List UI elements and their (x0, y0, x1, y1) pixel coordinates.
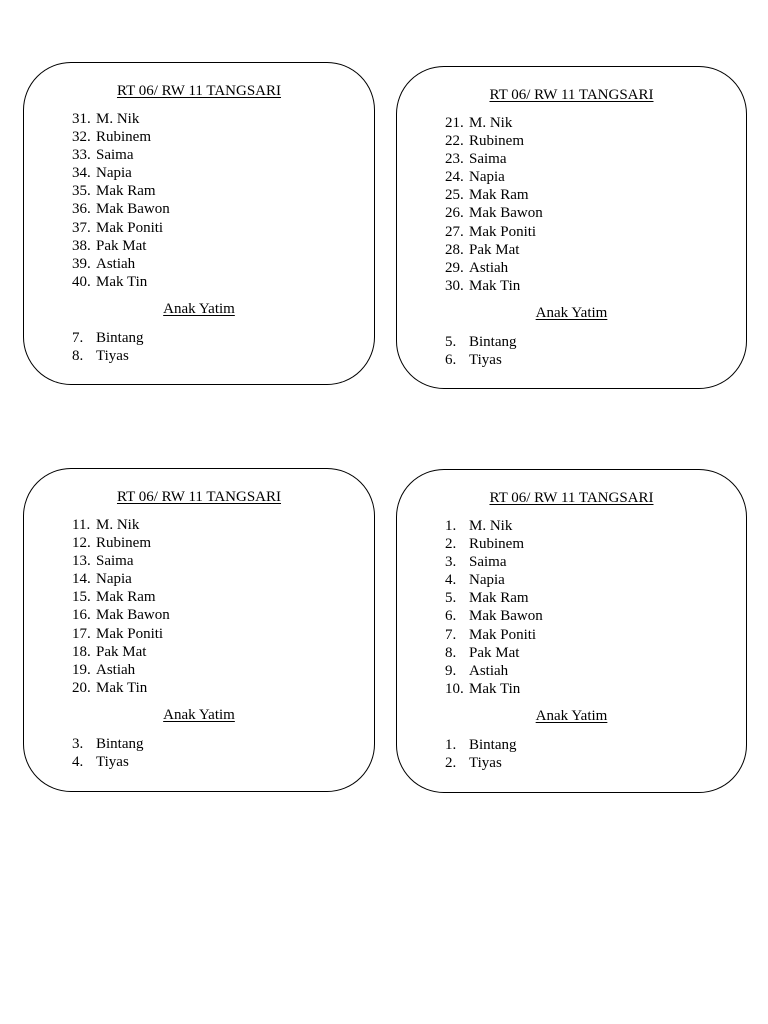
orphans-list (445, 736, 517, 772)
orphans-heading: Anak Yatim (163, 301, 235, 317)
list-item: 6. Tiyas (445, 352, 502, 369)
orphans-list (445, 333, 517, 369)
card-rt06-top-right (396, 66, 747, 389)
list-item: 30. Mak Tin (445, 277, 521, 294)
list-item: 28. Pak Mat (445, 241, 520, 258)
orphans-list (72, 735, 144, 771)
list-item: 3. Saima (445, 554, 507, 571)
list-item: 12. Rubinem (72, 535, 151, 552)
resident-list (72, 516, 170, 697)
list-item: 22. Rubinem (445, 133, 524, 150)
list-item: 40. Mak Tin (72, 273, 148, 290)
list-item: 17. Mak Poniti (72, 625, 164, 642)
list-item: 33. Saima (72, 147, 134, 164)
list-item: 5. Mak Ram (445, 590, 529, 607)
list-item: 4. Tiyas (72, 754, 129, 771)
orphans-list (72, 329, 144, 365)
list-item: 35. Mak Ram (72, 183, 156, 200)
list-item: 18. Pak Mat (72, 643, 147, 660)
list-item: 31. M. Nik (72, 111, 140, 127)
list-item: 2. Tiyas (445, 755, 502, 772)
list-item: 5. Bintang (445, 334, 517, 350)
card-title: RT 06/ RW 11 TANGSARI (116, 489, 282, 505)
list-item: 25. Mak Ram (445, 187, 529, 204)
orphans-heading: Anak Yatim (163, 707, 235, 723)
list-item: 20. Mak Tin (72, 679, 148, 696)
card-title: RT 06/ RW 11 TANGSARI (116, 83, 282, 99)
list-item: 2. Rubinem (445, 536, 524, 553)
list-item: 29. Astiah (445, 259, 509, 276)
list-item: 34. Napia (72, 165, 132, 182)
card-title: RT 06/ RW 11 TANGSARI (489, 87, 654, 103)
list-item: 11. M. Nik (72, 517, 140, 533)
list-item: 21. M. Nik (445, 115, 513, 131)
list-item: 19. Astiah (72, 661, 136, 678)
resident-list (445, 517, 543, 698)
card-title: RT 06/ RW 11 TANGSARI (489, 490, 654, 506)
list-item: 7. Mak Poniti (445, 626, 537, 643)
orphans-heading: Anak Yatim (535, 708, 608, 724)
list-item: 8. Tiyas (72, 348, 129, 365)
list-item: 1. M. Nik (445, 518, 513, 534)
list-item: 6. Mak Bawon (445, 608, 543, 625)
list-item: 26. Mak Bawon (445, 205, 543, 222)
list-item: 4. Napia (445, 572, 505, 589)
list-item: 3. Bintang (72, 736, 144, 752)
card-rt06-bottom-right (396, 469, 747, 793)
list-item: 10. Mak Tin (445, 680, 521, 697)
list-item: 13. Saima (72, 553, 134, 570)
list-item: 23. Saima (445, 151, 507, 168)
list-item: 16. Mak Bawon (72, 607, 170, 624)
list-item: 32. Rubinem (72, 129, 151, 146)
list-item: 37. Mak Poniti (72, 219, 164, 236)
resident-list (72, 110, 170, 291)
list-item: 24. Napia (445, 169, 505, 186)
list-item: 27. Mak Poniti (445, 223, 537, 240)
list-item: 36. Mak Bawon (72, 201, 170, 218)
card-rt06-bottom-left (23, 468, 375, 792)
list-item: 9. Astiah (445, 662, 509, 679)
list-item: 8. Pak Mat (445, 644, 520, 661)
orphans-heading: Anak Yatim (535, 305, 608, 321)
list-item: 14. Napia (72, 571, 132, 588)
list-item: 7. Bintang (72, 330, 144, 346)
resident-list (445, 114, 543, 295)
list-item: 1. Bintang (445, 737, 517, 753)
list-item: 39. Astiah (72, 255, 136, 272)
card-rt06-top-left (23, 62, 375, 385)
list-item: 15. Mak Ram (72, 589, 156, 606)
list-item: 38. Pak Mat (72, 237, 147, 254)
